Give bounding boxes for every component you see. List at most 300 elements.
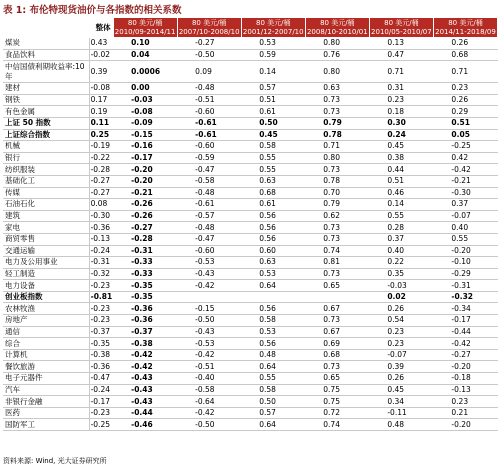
overall-value: 0.08 bbox=[89, 199, 113, 211]
period-6-value: -0.44 bbox=[433, 326, 497, 338]
period-1-value: -0.44 bbox=[113, 407, 177, 419]
period-1-value: -0.16 bbox=[113, 141, 177, 153]
period-4-value: 0.69 bbox=[305, 338, 369, 350]
period-2-value: -0.47 bbox=[177, 233, 241, 245]
period-4-value: 0.73 bbox=[305, 233, 369, 245]
period-3-value: 0.57 bbox=[241, 83, 305, 95]
period-6-value: -0.32 bbox=[433, 291, 497, 303]
period-3-value: 0.45 bbox=[241, 129, 305, 141]
period-6-value: 0.23 bbox=[433, 83, 497, 95]
period-5-value: 0.14 bbox=[369, 199, 433, 211]
row-label: 上证 50 指数 bbox=[3, 117, 89, 129]
overall-value: -0.30 bbox=[89, 210, 113, 222]
period-4-value: 0.73 bbox=[305, 164, 369, 176]
period-5-value: 0.44 bbox=[369, 164, 433, 176]
period-1-value: -0.31 bbox=[113, 245, 177, 257]
period-6-value: -0.21 bbox=[433, 175, 497, 187]
period-4-value: 0.67 bbox=[305, 326, 369, 338]
table-row bbox=[3, 268, 498, 280]
row-label: 电力设备 bbox=[3, 280, 89, 292]
header-period-2-range: 2007/10-2008/10 bbox=[178, 27, 240, 36]
period-5-value: 0.46 bbox=[369, 187, 433, 199]
period-1-value: -0.26 bbox=[113, 210, 177, 222]
period-4-value: 0.73 bbox=[305, 94, 369, 106]
overall-value: -0.38 bbox=[89, 349, 113, 361]
row-label: 综合 bbox=[3, 338, 89, 350]
header-period-3-range: 2001/12-2007/10 bbox=[242, 27, 304, 36]
row-label: 传媒 bbox=[3, 187, 89, 199]
period-6-value: 0.29 bbox=[433, 106, 497, 118]
row-label bbox=[3, 61, 89, 83]
period-5-value: 0.02 bbox=[369, 291, 433, 303]
table-row bbox=[3, 94, 498, 106]
header-period-5-range: 2010/05-2010/07 bbox=[371, 27, 432, 36]
table-row bbox=[3, 407, 498, 419]
period-4-value bbox=[305, 291, 369, 303]
table-title: 表 1: 布伦特现货油价与各指数的相关系数 bbox=[3, 5, 182, 16]
header-overall: 整体 bbox=[89, 18, 113, 38]
period-2-value: 0.09 bbox=[177, 61, 241, 83]
row-label: 医药 bbox=[3, 407, 89, 419]
table-row bbox=[3, 326, 498, 338]
period-6-value: -0.34 bbox=[433, 303, 497, 315]
period-5-value: -0.07 bbox=[369, 349, 433, 361]
period-5-value: 0.48 bbox=[369, 419, 433, 431]
period-3-value: 0.50 bbox=[241, 117, 305, 129]
period-6-value: 0.68 bbox=[433, 49, 497, 61]
overall-value: 0.19 bbox=[89, 106, 113, 118]
period-1-value: -0.42 bbox=[113, 349, 177, 361]
period-5-value: 0.35 bbox=[369, 268, 433, 280]
period-2-value: -0.47 bbox=[177, 164, 241, 176]
period-6-value: -0.25 bbox=[433, 141, 497, 153]
period-1-value: -0.20 bbox=[113, 164, 177, 176]
period-5-value: 0.23 bbox=[369, 326, 433, 338]
period-5-value: 0.30 bbox=[369, 117, 433, 129]
correlation-table bbox=[3, 17, 498, 431]
period-5-value: 0.37 bbox=[369, 233, 433, 245]
row-label: 通信 bbox=[3, 326, 89, 338]
period-1-value: 0.0006 bbox=[113, 61, 177, 83]
header-row bbox=[3, 18, 498, 38]
overall-value: -0.23 bbox=[89, 407, 113, 419]
table-row bbox=[3, 419, 498, 431]
period-6-value: -0.17 bbox=[433, 315, 497, 327]
period-3-value: 0.55 bbox=[241, 373, 305, 385]
table-row bbox=[3, 280, 498, 292]
period-3-value: 0.14 bbox=[241, 61, 305, 83]
period-2-value: -0.48 bbox=[177, 187, 241, 199]
period-2-value: -0.58 bbox=[177, 384, 241, 396]
period-2-value: -0.40 bbox=[177, 373, 241, 385]
period-1-value: -0.43 bbox=[113, 396, 177, 408]
period-5-value: -0.03 bbox=[369, 280, 433, 292]
row-label: 交通运输 bbox=[3, 245, 89, 257]
table-row bbox=[3, 38, 498, 50]
period-2-value: -0.50 bbox=[177, 419, 241, 431]
row-label: 轻工制造 bbox=[3, 268, 89, 280]
period-6-value: 0.21 bbox=[433, 407, 497, 419]
period-3-value: 0.50 bbox=[241, 396, 305, 408]
period-1-value: -0.36 bbox=[113, 303, 177, 315]
period-6-value: -0.29 bbox=[433, 268, 497, 280]
period-4-value: 0.65 bbox=[305, 373, 369, 385]
period-1-value: -0.46 bbox=[113, 419, 177, 431]
overall-value: 0.39 bbox=[89, 61, 113, 83]
period-1-value: -0.09 bbox=[113, 117, 177, 129]
table-row bbox=[3, 245, 498, 257]
table-row bbox=[3, 315, 498, 327]
period-2-value: -0.51 bbox=[177, 361, 241, 373]
period-2-value bbox=[177, 291, 241, 303]
table-row bbox=[3, 291, 498, 303]
overall-value: -0.36 bbox=[89, 222, 113, 234]
period-6-value: 0.23 bbox=[433, 396, 497, 408]
period-3-value: 0.63 bbox=[241, 175, 305, 187]
table-row bbox=[3, 199, 498, 211]
period-1-value: -0.43 bbox=[113, 384, 177, 396]
row-label: 电子元器件 bbox=[3, 373, 89, 385]
period-3-value bbox=[241, 291, 305, 303]
table-row bbox=[3, 338, 498, 350]
period-4-value: 0.68 bbox=[305, 349, 369, 361]
row-label: 汽车 bbox=[3, 384, 89, 396]
period-5-value: 0.34 bbox=[369, 396, 433, 408]
header-period-5-top: 80 美元/桶 bbox=[384, 18, 419, 27]
table-row bbox=[3, 187, 498, 199]
table-row bbox=[3, 49, 498, 61]
period-6-value: 0.26 bbox=[433, 38, 497, 50]
period-2-value: -0.42 bbox=[177, 349, 241, 361]
header-period-3 bbox=[241, 18, 305, 38]
period-2-value: -0.48 bbox=[177, 222, 241, 234]
table-row bbox=[3, 233, 498, 245]
period-3-value: 0.48 bbox=[241, 349, 305, 361]
overall-value: -0.02 bbox=[89, 49, 113, 61]
overall-value: -0.27 bbox=[89, 187, 113, 199]
overall-value: -0.24 bbox=[89, 245, 113, 257]
overall-value: -0.81 bbox=[90, 292, 113, 302]
period-5-value: 0.45 bbox=[369, 141, 433, 153]
table-row bbox=[3, 384, 498, 396]
period-2-value: -0.51 bbox=[177, 94, 241, 106]
period-4-value: 0.67 bbox=[305, 303, 369, 315]
table-row bbox=[3, 164, 498, 176]
period-3-value: 0.58 bbox=[241, 141, 305, 153]
overall-value: -0.37 bbox=[89, 326, 113, 338]
overall-value: -0.28 bbox=[89, 164, 113, 176]
period-2-value: -0.59 bbox=[177, 152, 241, 164]
period-6-value: 0.05 bbox=[433, 129, 497, 141]
period-2-value: -0.27 bbox=[177, 38, 241, 50]
row-label: 基础化工 bbox=[3, 175, 89, 187]
overall-value: -0.31 bbox=[89, 257, 113, 269]
period-2-value: -0.64 bbox=[177, 396, 241, 408]
table-row bbox=[3, 106, 498, 118]
period-5-value: 0.31 bbox=[369, 83, 433, 95]
period-6-value: -0.42 bbox=[433, 338, 497, 350]
period-6-value: -0.18 bbox=[433, 373, 497, 385]
header-period-6 bbox=[433, 18, 497, 38]
period-1-value: -0.35 bbox=[113, 291, 177, 303]
period-4-value: 0.79 bbox=[305, 199, 369, 211]
period-1-value: -0.33 bbox=[113, 268, 177, 280]
row-label: 纺织服装 bbox=[3, 164, 89, 176]
overall-value: -0.19 bbox=[89, 141, 113, 153]
period-6-value: 0.55 bbox=[433, 233, 497, 245]
source-note: 资料来源: Wind, 光大证券研究所 bbox=[3, 457, 107, 465]
row-label: 餐饮旅游 bbox=[3, 361, 89, 373]
period-3-value: 0.61 bbox=[241, 106, 305, 118]
period-3-value: 0.58 bbox=[241, 384, 305, 396]
period-3-value: 0.64 bbox=[241, 361, 305, 373]
period-6-value: 0.71 bbox=[433, 61, 497, 83]
period-2-value: -0.57 bbox=[177, 210, 241, 222]
period-4-value: 0.62 bbox=[305, 210, 369, 222]
period-4-value: 0.73 bbox=[305, 361, 369, 373]
period-4-value: 0.72 bbox=[305, 407, 369, 419]
overall-value: -0.25 bbox=[89, 419, 113, 431]
header-blank bbox=[3, 18, 89, 38]
period-1-value: -0.43 bbox=[113, 373, 177, 385]
header-period-1 bbox=[113, 18, 177, 38]
overall-value: 0.11 bbox=[89, 117, 113, 129]
header-period-1-top: 80 美元/桶 bbox=[127, 18, 163, 27]
period-3-value: 0.53 bbox=[241, 326, 305, 338]
row-label: 农林牧渔 bbox=[3, 303, 89, 315]
period-1-value: -0.27 bbox=[113, 222, 177, 234]
period-3-value: 0.64 bbox=[241, 419, 305, 431]
period-3-value: 0.64 bbox=[241, 280, 305, 292]
period-4-value: 0.73 bbox=[305, 315, 369, 327]
overall-value: -0.36 bbox=[89, 361, 113, 373]
period-4-value: 0.74 bbox=[305, 245, 369, 257]
period-5-value: 0.71 bbox=[369, 61, 433, 83]
overall-value: 0.25 bbox=[89, 129, 113, 141]
table-row bbox=[3, 373, 498, 385]
period-4-value: 0.80 bbox=[305, 152, 369, 164]
period-6-value: -0.31 bbox=[433, 280, 497, 292]
table-row bbox=[3, 361, 498, 373]
period-4-value: 0.73 bbox=[305, 268, 369, 280]
overall-value: -0.23 bbox=[89, 303, 113, 315]
period-1-value: -0.26 bbox=[113, 199, 177, 211]
period-3-value: 0.53 bbox=[241, 268, 305, 280]
table-row bbox=[3, 222, 498, 234]
row-label: 创业板指数 bbox=[3, 291, 89, 303]
period-1-value: 0.00 bbox=[113, 83, 177, 95]
period-3-value: 0.55 bbox=[241, 164, 305, 176]
period-6-value: -0.10 bbox=[433, 257, 497, 269]
period-2-value: -0.50 bbox=[177, 49, 241, 61]
period-3-value: 0.57 bbox=[241, 407, 305, 419]
period-3-value: 0.53 bbox=[241, 38, 305, 50]
table-row bbox=[3, 141, 498, 153]
header-period-6-top: 80 美元/桶 bbox=[448, 18, 483, 27]
period-3-value: 0.56 bbox=[241, 233, 305, 245]
period-2-value: -0.53 bbox=[177, 257, 241, 269]
period-6-value: 0.51 bbox=[433, 117, 497, 129]
row-label: 钢铁 bbox=[3, 94, 89, 106]
period-5-value: 0.24 bbox=[369, 129, 433, 141]
period-2-value: -0.60 bbox=[177, 245, 241, 257]
row-label: 机械 bbox=[3, 141, 89, 153]
period-4-value: 0.79 bbox=[305, 117, 369, 129]
period-4-value: 0.75 bbox=[305, 384, 369, 396]
period-4-value: 0.80 bbox=[305, 61, 369, 83]
period-2-value: -0.61 bbox=[177, 117, 241, 129]
row-label: 上证综合指数 bbox=[3, 129, 89, 141]
period-3-value: 0.55 bbox=[241, 152, 305, 164]
period-1-value: -0.36 bbox=[113, 315, 177, 327]
period-1-value: 0.10 bbox=[113, 38, 177, 50]
row-label: 电力及公用事业 bbox=[3, 257, 89, 269]
period-6-value: -0.30 bbox=[433, 187, 497, 199]
period-2-value: -0.61 bbox=[177, 129, 241, 141]
period-5-value: 0.26 bbox=[369, 373, 433, 385]
table-row bbox=[3, 210, 498, 222]
period-3-value: 0.56 bbox=[241, 338, 305, 350]
period-2-value: -0.61 bbox=[177, 199, 241, 211]
period-6-value: -0.20 bbox=[433, 419, 497, 431]
period-4-value: 0.74 bbox=[305, 419, 369, 431]
overall-value: -0.17 bbox=[89, 396, 113, 408]
period-5-value: 0.38 bbox=[369, 152, 433, 164]
header-period-6-range: 2014/11-2018/09 bbox=[435, 27, 496, 36]
period-1-value: -0.17 bbox=[113, 152, 177, 164]
overall-value: -0.35 bbox=[89, 338, 113, 350]
period-2-value: -0.42 bbox=[177, 407, 241, 419]
table-row bbox=[3, 175, 498, 187]
table-row bbox=[3, 129, 498, 141]
period-1-value: 0.04 bbox=[113, 49, 177, 61]
period-5-value: 0.23 bbox=[369, 338, 433, 350]
period-6-value: 0.26 bbox=[433, 94, 497, 106]
period-5-value: 0.39 bbox=[369, 361, 433, 373]
period-5-value: 0.40 bbox=[369, 245, 433, 257]
overall-value: -0.08 bbox=[89, 83, 113, 95]
overall-value: -0.32 bbox=[89, 268, 113, 280]
header-period-5 bbox=[369, 18, 433, 38]
row-label: 煤炭 bbox=[3, 38, 89, 50]
table-row bbox=[3, 396, 498, 408]
row-label: 非银行金融 bbox=[3, 396, 89, 408]
row-label: 有色金属 bbox=[3, 106, 89, 118]
period-6-value: -0.20 bbox=[433, 361, 497, 373]
period-1-value: -0.35 bbox=[113, 280, 177, 292]
period-4-value: 0.78 bbox=[305, 129, 369, 141]
period-5-value: -0.11 bbox=[369, 407, 433, 419]
row-label: 家电 bbox=[3, 222, 89, 234]
period-4-value: 0.76 bbox=[305, 49, 369, 61]
period-1-value: -0.37 bbox=[113, 326, 177, 338]
period-3-value: 0.56 bbox=[241, 210, 305, 222]
period-6-value: 0.42 bbox=[433, 152, 497, 164]
period-4-value: 0.70 bbox=[305, 187, 369, 199]
period-1-value: -0.15 bbox=[113, 129, 177, 141]
overall-value: -0.47 bbox=[89, 373, 113, 385]
overall-value: -0.13 bbox=[89, 233, 113, 245]
period-5-value: 0.26 bbox=[369, 303, 433, 315]
period-5-value: 0.13 bbox=[369, 38, 433, 50]
table-row bbox=[3, 303, 498, 315]
period-1-value: -0.38 bbox=[113, 338, 177, 350]
period-3-value: 0.51 bbox=[241, 94, 305, 106]
overall-value: -0.22 bbox=[89, 152, 113, 164]
header-period-3-top: 80 美元/桶 bbox=[256, 18, 291, 27]
row-label: 商贸零售 bbox=[3, 233, 89, 245]
period-4-value: 0.80 bbox=[305, 38, 369, 50]
period-3-value: 0.56 bbox=[241, 303, 305, 315]
period-6-value: -0.13 bbox=[433, 384, 497, 396]
period-5-value: 0.45 bbox=[369, 384, 433, 396]
table-row bbox=[3, 83, 498, 95]
header-period-4-top: 80 美元/桶 bbox=[320, 18, 355, 27]
row-label: 计算机 bbox=[3, 349, 89, 361]
row-label: 国防军工 bbox=[3, 419, 89, 431]
period-1-value: -0.33 bbox=[113, 257, 177, 269]
period-3-value: 0.59 bbox=[241, 49, 305, 61]
period-4-value: 0.81 bbox=[305, 257, 369, 269]
period-1-value: -0.20 bbox=[113, 175, 177, 187]
period-3-value: 0.60 bbox=[241, 245, 305, 257]
header-period-4 bbox=[305, 18, 369, 38]
period-5-value: 0.28 bbox=[369, 222, 433, 234]
period-2-value: -0.43 bbox=[177, 268, 241, 280]
period-5-value: 0.51 bbox=[369, 175, 433, 187]
table-row bbox=[3, 152, 498, 164]
overall-value: -0.24 bbox=[89, 384, 113, 396]
period-4-value: 0.73 bbox=[305, 222, 369, 234]
overall-value: 0.17 bbox=[89, 94, 113, 106]
period-2-value: -0.58 bbox=[177, 175, 241, 187]
period-2-value: -0.50 bbox=[177, 315, 241, 327]
row-label: 银行 bbox=[3, 152, 89, 164]
table-row bbox=[3, 117, 498, 129]
period-3-value: 0.63 bbox=[241, 257, 305, 269]
period-3-value: 0.56 bbox=[241, 222, 305, 234]
period-2-value: -0.43 bbox=[177, 326, 241, 338]
period-2-value: -0.60 bbox=[177, 106, 241, 118]
period-5-value: 0.22 bbox=[369, 257, 433, 269]
period-4-value: 0.65 bbox=[305, 280, 369, 292]
period-3-value: 0.68 bbox=[241, 187, 305, 199]
header-period-2 bbox=[177, 18, 241, 38]
period-1-value: -0.03 bbox=[113, 94, 177, 106]
table-row bbox=[3, 61, 498, 83]
period-5-value: 0.54 bbox=[369, 315, 433, 327]
period-2-value: -0.60 bbox=[177, 141, 241, 153]
period-6-value: -0.07 bbox=[433, 210, 497, 222]
row-label: 建材 bbox=[3, 83, 89, 95]
header-period-2-top: 80 美元/桶 bbox=[191, 18, 227, 27]
period-2-value: -0.42 bbox=[177, 280, 241, 292]
overall-value: -0.23 bbox=[89, 315, 113, 327]
table-body bbox=[3, 38, 498, 431]
period-1-value: -0.08 bbox=[113, 106, 177, 118]
header-period-4-range: 2008/10-2010/01 bbox=[306, 27, 368, 36]
table-row bbox=[3, 349, 498, 361]
period-1-value: -0.21 bbox=[113, 187, 177, 199]
period-2-value: -0.15 bbox=[177, 303, 241, 315]
period-5-value: 0.55 bbox=[369, 210, 433, 222]
period-5-value: 0.18 bbox=[369, 106, 433, 118]
period-3-value: 0.58 bbox=[241, 315, 305, 327]
row-label: 房地产 bbox=[3, 315, 89, 327]
period-1-value: -0.28 bbox=[113, 233, 177, 245]
period-6-value: 0.40 bbox=[433, 222, 497, 234]
period-5-value: 0.23 bbox=[369, 94, 433, 106]
